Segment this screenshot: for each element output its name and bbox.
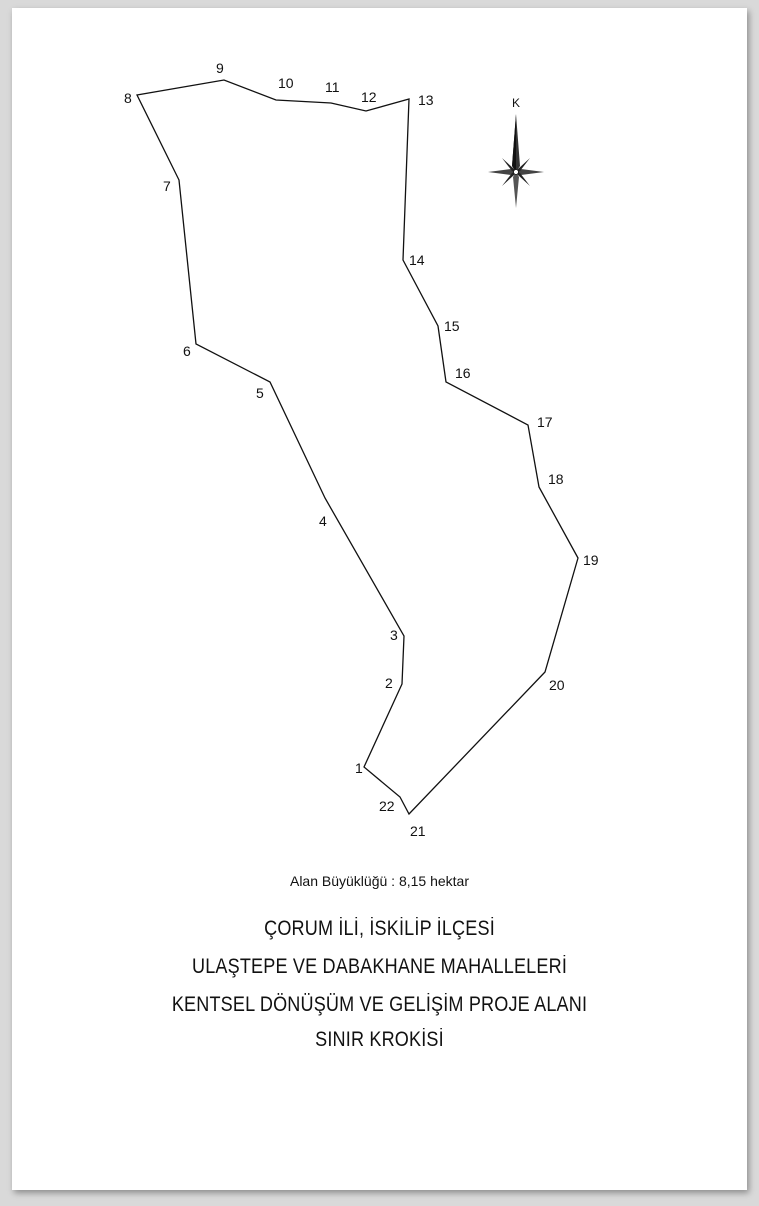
title-line-1: ÇORUM İLİ, İSKİLİP İLÇESİ xyxy=(264,917,495,940)
project-boundary-polygon xyxy=(137,80,578,814)
boundary-point-label-8: 8 xyxy=(124,90,132,106)
boundary-point-label-22: 22 xyxy=(379,798,395,814)
boundary-point-label-3: 3 xyxy=(390,627,398,643)
title-line-2: ULAŞTEPE VE DABAKHANE MAHALLELERİ xyxy=(191,955,568,978)
north-arrow-compass-icon xyxy=(488,96,544,208)
title-line-3: KENTSEL DÖNÜŞÜM VE GELİŞİM PROJE ALANI xyxy=(171,993,588,1016)
north-label: K xyxy=(512,96,521,110)
boundary-point-labels xyxy=(124,60,599,839)
title-line-4: SINIR KROKİSİ xyxy=(315,1028,444,1051)
boundary-point-label-11: 11 xyxy=(325,79,340,95)
boundary-point-label-13: 13 xyxy=(418,92,434,108)
boundary-point-label-12: 12 xyxy=(361,89,377,105)
boundary-point-label-15: 15 xyxy=(444,318,460,334)
boundary-point-label-14: 14 xyxy=(409,252,425,268)
boundary-point-label-10: 10 xyxy=(278,75,294,91)
boundary-point-label-6: 6 xyxy=(183,343,191,359)
boundary-point-label-16: 16 xyxy=(455,365,471,381)
boundary-point-label-2: 2 xyxy=(385,675,393,691)
boundary-point-label-4: 4 xyxy=(319,513,327,529)
boundary-point-label-18: 18 xyxy=(548,471,564,487)
boundary-point-label-1: 1 xyxy=(355,760,363,776)
boundary-point-label-19: 19 xyxy=(583,552,599,568)
boundary-point-label-5: 5 xyxy=(256,385,264,401)
boundary-point-label-20: 20 xyxy=(549,677,565,693)
boundary-point-label-9: 9 xyxy=(216,60,224,76)
boundary-point-label-17: 17 xyxy=(537,414,553,430)
boundary-point-label-7: 7 xyxy=(163,178,171,194)
area-size-label: Alan Büyüklüğü : 8,15 hektar xyxy=(289,873,469,889)
boundary-point-label-21: 21 xyxy=(410,823,426,839)
